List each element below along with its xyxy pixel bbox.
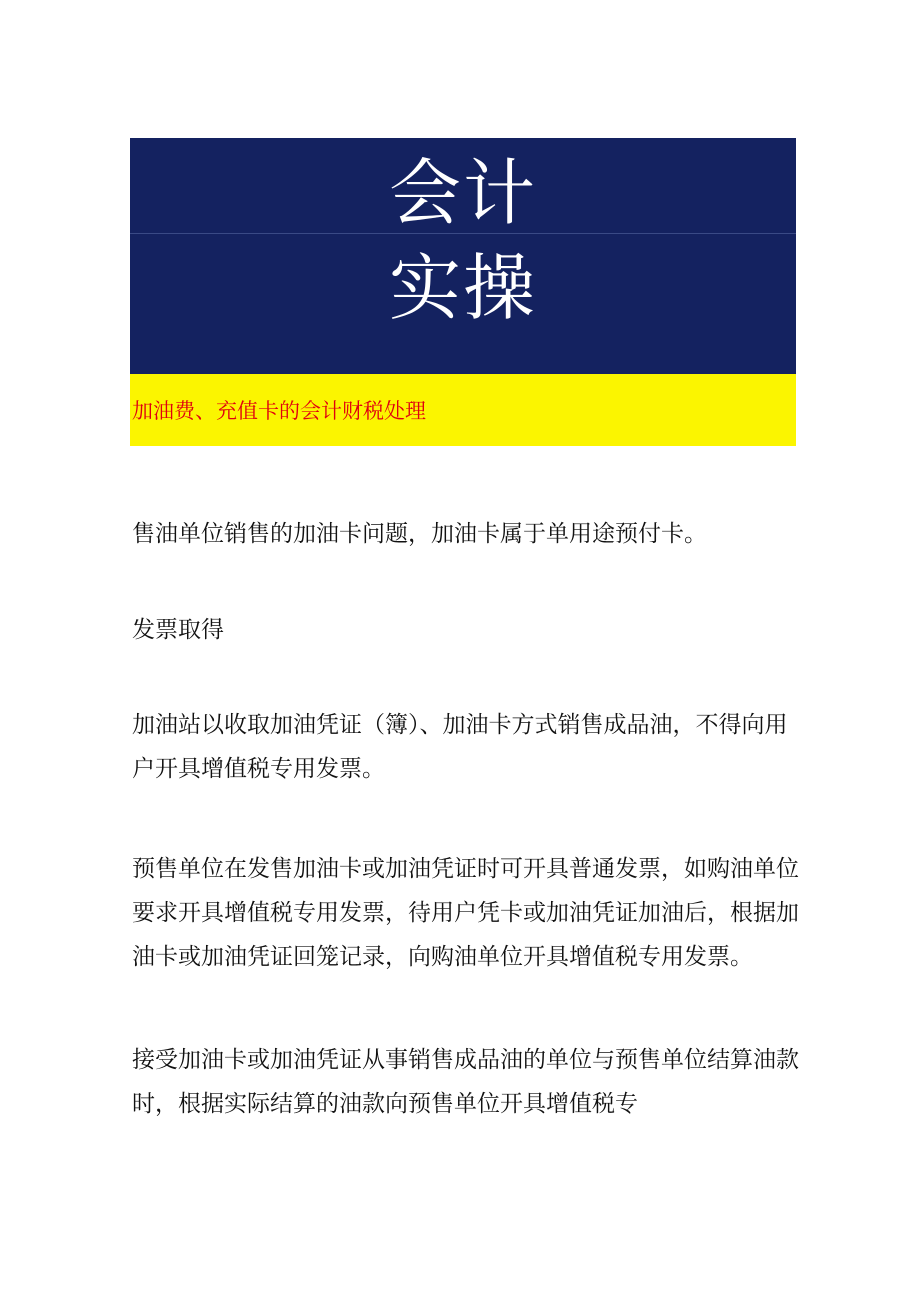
subtitle-text: 加油费、充值卡的会计财税处理 <box>132 399 426 423</box>
paragraph-no-special-invoice: 加油站以收取加油凭证（簿）、加油卡方式销售成品油，不得向用户开具增值税专用发票。 <box>132 712 788 782</box>
title-line-2: 实操 <box>388 246 537 330</box>
paragraph-settlement: 接受加油卡或加油凭证从事销售成品油的单位与预售单位结算油款时，根据实际结算的油款向预售单位开具增值税专 <box>132 1047 799 1117</box>
paragraph-presale-invoice: 预售单位在发售加油卡或加油凭证时可开具普通发票，如购油单位要求开具增值税专用发票，待用户凭卡或加油凭证加油后，根据加油卡或加油凭证回笼记录，向购油单位开具增值税专用发票。 <box>132 856 799 970</box>
title-line-1: 会计 <box>388 151 537 235</box>
paragraph-prepaid-card: 售油单位销售的加油卡问题，加油卡属于单用途预付卡。 <box>132 521 707 547</box>
section-heading-invoice: 发票取得 <box>132 617 224 643</box>
subtitle-banner <box>130 374 796 446</box>
